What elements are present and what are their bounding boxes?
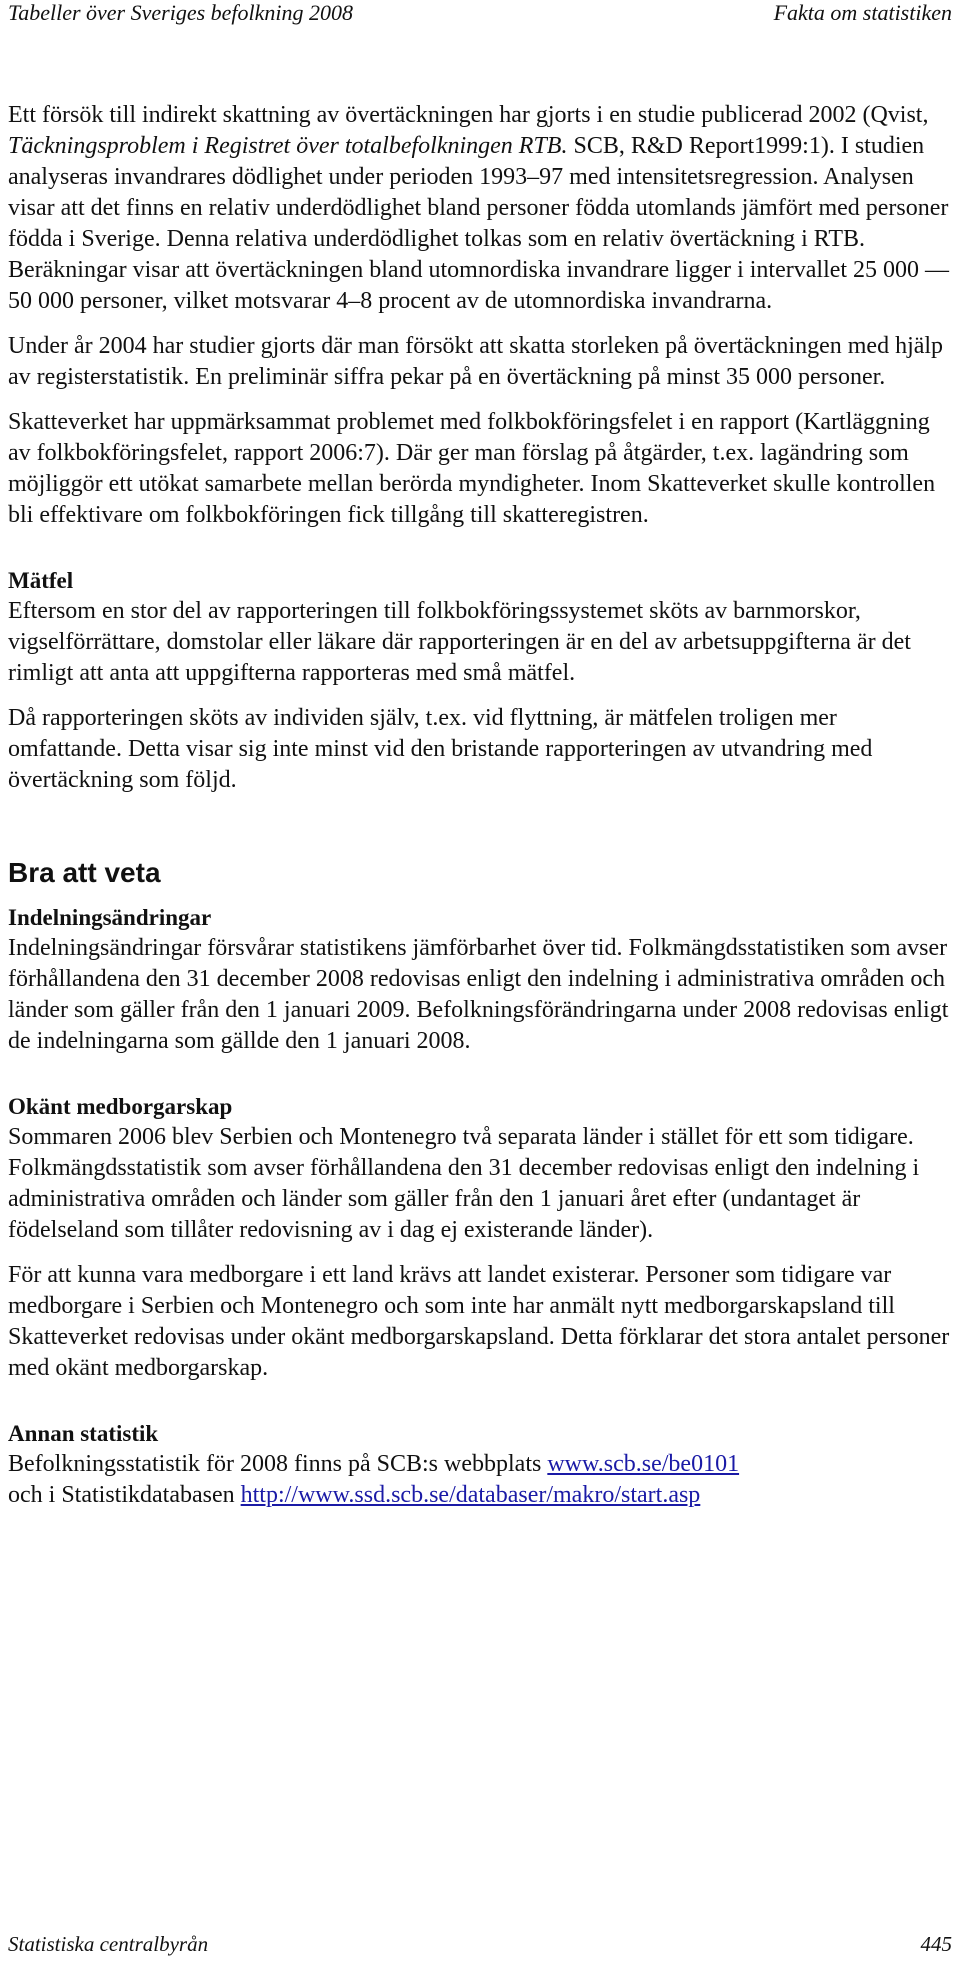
paragraph-skatteverket: Skatteverket har uppmärksammat problemet med folkbokföringsfelet i en rapport (Kartläggning av folkbokföringsfelet, rapport 2006:7). Där ger man förslag på åtgärder, t.ex. lagändring som möjliggör ett utökat samarbete mellan berörda myndigheter. Inom Skatteverket skulle kontrollen bli effektivare om folkbokföringen fick tillgång till skatteregistren. <box>8 409 936 528</box>
paragraph-okant-medborgarskap-1: Sommaren 2006 blev Serbien och Montenegro två separata länder i stället för ett som tidigare. Folkmängdsstatistik som avser förhållandena den 31 december redovisas enligt den indelning i administrativa områden och länder som gäller från den 1 januari året efter (undantaget är födelseland som tillåter redovisning av i dag ej existerande länder). <box>8 1124 920 1243</box>
paragraph-annan-statistik <box>8 1449 952 1511</box>
annan-statistik-text-1: Befolkningsstatistik för 2008 finns på SCB:s webbplats <box>8 1451 548 1477</box>
page-content <box>8 100 952 1511</box>
paragraph-indelningsandringar: Indelningsändringar försvårar statistikens jämförbarhet över tid. Folkmängdsstatistiken som avser förhållandena den 31 december 2008 redovisas enligt den indelning i administrativa områden och länder som gäller från den 1 januari 2009. Befolkningsförändringarna under 2008 redovisas enligt de indelningarna som gällde den 1 januari 2008. <box>8 935 949 1054</box>
footer-publisher: Statistiska centralbyrån <box>8 1932 209 1956</box>
heading-okant-medborgarskap: Okänt medborgarskap <box>8 1094 233 1119</box>
paragraph-matfel-2: Då rapporteringen sköts av individen själv, t.ex. vid flyttning, är mätfelen troligen mer omfattande. Detta visar sig inte minst vid den bristande rapporteringen av utvandring med övertäckning som följd. <box>8 705 873 793</box>
paragraph-okant-medborgarskap-2: För att kunna vara medborgare i ett land krävs att landet existerar. Personer som tidigare var medborgare i Serbien och Montenegro och som inte har anmält nytt medborgarskapsland till Skatteverket redovisas under okänt medborgarskapsland. Detta förklarar det stora antalet personer med okänt medborgarskap. <box>8 1262 950 1381</box>
running-header <box>8 0 952 30</box>
annan-statistik-text-2: och i Statistikdatabasen <box>8 1482 241 1508</box>
page-number: 445 <box>920 1932 952 1956</box>
heading-annan-statistik: Annan statistik <box>8 1421 159 1446</box>
heading-indelningsandringar: Indelningsändringar <box>8 905 212 930</box>
link-statistikdatabasen[interactable]: http://www.ssd.scb.se/databaser/makro/start.asp <box>240 1482 701 1508</box>
heading-bra-att-veta: Bra att veta <box>8 857 161 888</box>
header-section-title: Fakta om statistiken <box>773 0 952 25</box>
header-publication-title: Tabeller över Sveriges befolkning 2008 <box>8 0 354 25</box>
paragraph-2004-studier: Under år 2004 har studier gjorts där man försökt att skatta storleken på övertäckningen med hjälp av registerstatistik. En preliminär siffra pekar på en övertäckning på minst 35 000 personer. <box>8 333 944 390</box>
report-title-italic: Täckningsproblem i Registret över totalbefolkningen RTB. <box>8 133 568 159</box>
paragraph-overtackning-studie <box>8 100 952 317</box>
paragraph-text: SCB, R&D Report1999:1). I studien analyseras invandrares dödlighet under perioden 1993–97 med intensitetsregression. Analysen visar att det finns en relativ underdödlighet bland personer födda utomlands jämfört med personer födda i Sverige. Denna relativa underdödlighet tolkas som en relativ övertäckning i RTB. Beräkningar visar att övertäckningen bland utomnordiska invandrare ligger i intervallet 25 000 — 50 000 personer, vilket motsvarar 4–8 procent av de utomnordiska invandrarna. <box>8 133 950 314</box>
paragraph-text: Ett försök till indirekt skattning av övertäckningen har gjorts i en studie publicerad 2002 (Qvist, <box>8 102 929 128</box>
paragraph-matfel-1: Eftersom en stor del av rapporteringen till folkbokföringssystemet sköts av barnmorskor, vigselförrättare, domstolar eller läkare där rapporteringen är en del av arbetsuppgifterna är det rimligt att anta att uppgifterna rapporteras med små mätfel. <box>8 598 911 686</box>
heading-matfel: Mätfel <box>8 568 74 593</box>
link-scb-be0101[interactable]: www.scb.se/be0101 <box>547 1451 740 1477</box>
running-footer <box>8 1932 952 1962</box>
